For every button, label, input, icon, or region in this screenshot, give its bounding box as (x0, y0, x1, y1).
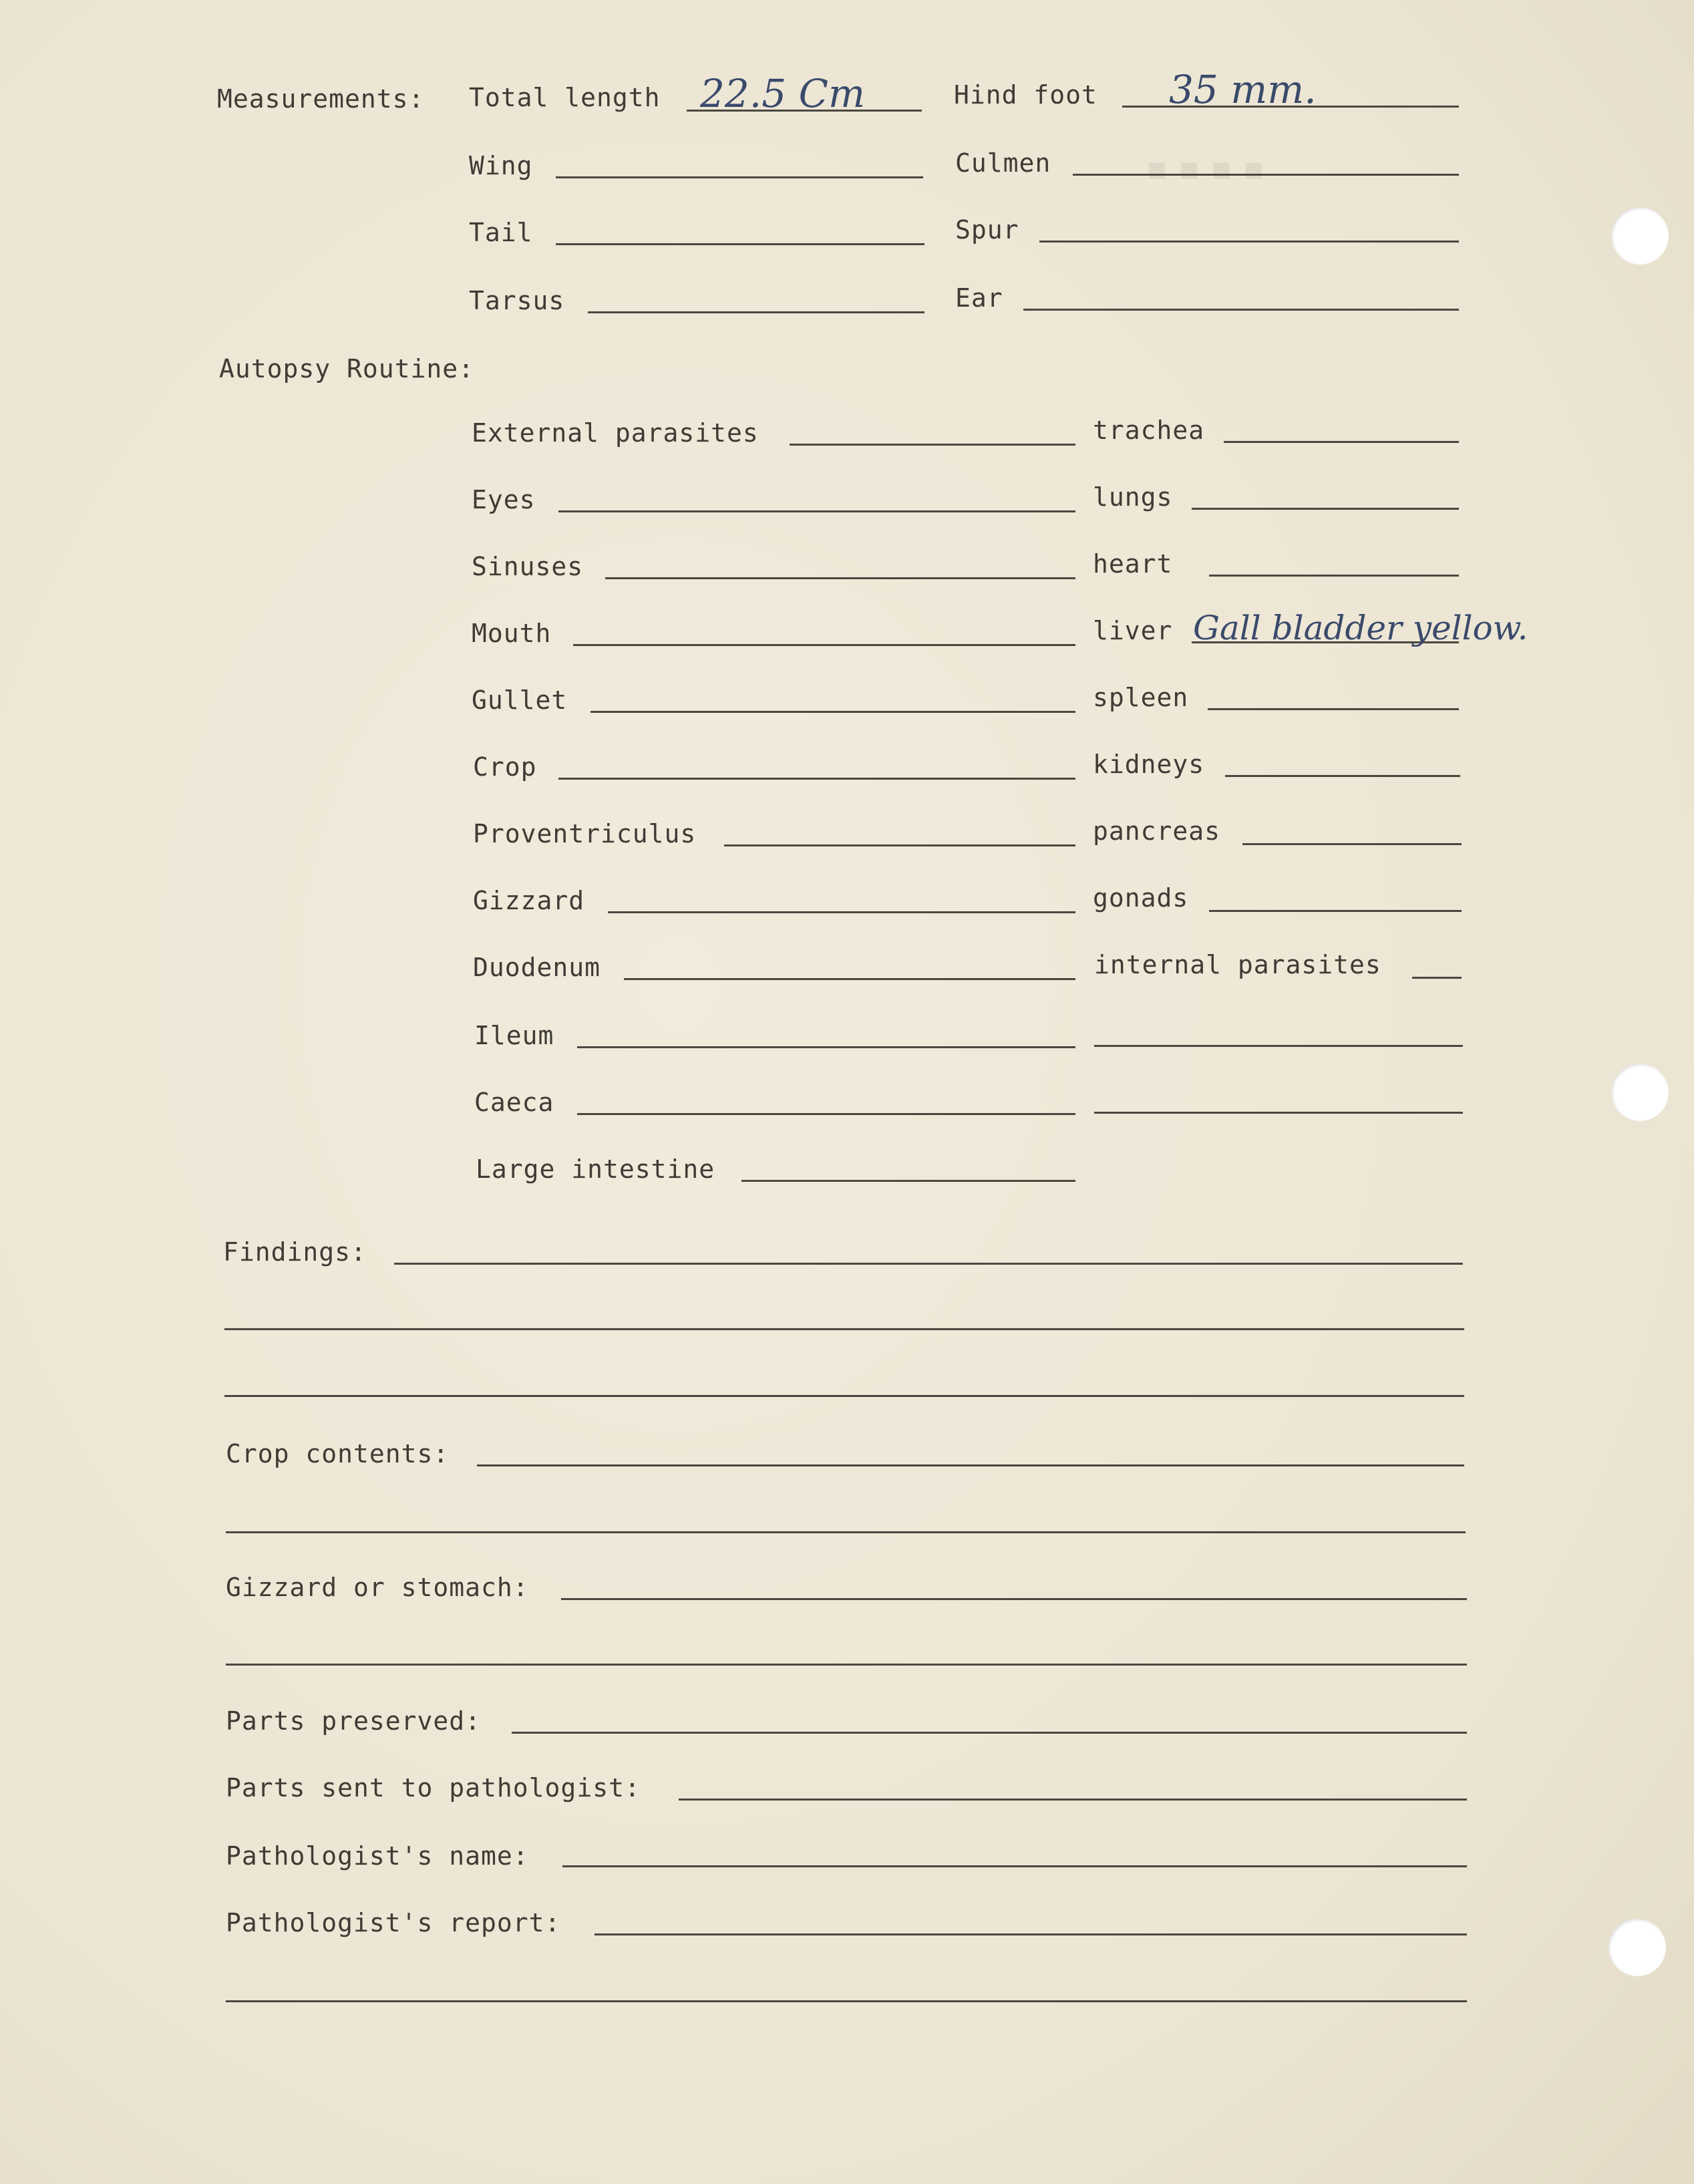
sinuses-label: Sinuses (472, 552, 584, 581)
external-parasites-label: External parasites (472, 418, 759, 448)
trachea-field[interactable] (1224, 441, 1459, 443)
gonads-label: gonads (1093, 883, 1189, 913)
crop-contents-label: Crop contents: (226, 1439, 450, 1468)
kidneys-field[interactable] (1225, 775, 1460, 777)
external-parasites-field[interactable] (790, 444, 1075, 446)
spleen-label: spleen (1093, 683, 1189, 712)
findings-field-3[interactable] (224, 1395, 1464, 1397)
ear-label: Ear (955, 283, 1003, 313)
tail-field[interactable] (556, 243, 924, 245)
total-length-label: Total length (469, 83, 661, 112)
sinuses-field[interactable] (605, 577, 1075, 579)
crop-field[interactable] (558, 778, 1075, 780)
eyes-label: Eyes (472, 485, 536, 514)
eyes-field[interactable] (558, 510, 1075, 512)
tarsus-label: Tarsus (469, 286, 565, 315)
trachea-label: trachea (1093, 416, 1205, 445)
crop-contents-field-1[interactable] (477, 1464, 1464, 1466)
pathologist-report-label: Pathologist's report: (226, 1908, 561, 1937)
wing-field[interactable] (556, 176, 923, 178)
gullet-label: Gullet (472, 685, 568, 715)
extra-right-field-1[interactable] (1094, 1045, 1463, 1047)
findings-field-1[interactable] (394, 1263, 1463, 1265)
large-intestine-label: Large intestine (476, 1154, 715, 1184)
proventriculus-label: Proventriculus (473, 819, 697, 848)
tarsus-field[interactable] (588, 311, 924, 313)
gonads-field[interactable] (1209, 910, 1462, 912)
liver-label: liver (1093, 616, 1173, 645)
pancreas-label: pancreas (1093, 816, 1221, 846)
pathologist-report-field-1[interactable] (595, 1933, 1467, 1935)
gizzard-or-stomach-label: Gizzard or stomach: (226, 1573, 529, 1602)
parts-preserved-label: Parts preserved: (226, 1706, 482, 1736)
findings-field-2[interactable] (224, 1328, 1464, 1330)
punch-hole-middle (1611, 1064, 1669, 1121)
tail-label: Tail (469, 218, 533, 247)
heart-label: heart (1093, 549, 1173, 579)
caeca-label: Caeca (474, 1088, 554, 1117)
mouth-field[interactable] (573, 644, 1075, 646)
autopsy-routine-label: Autopsy Routine: (219, 354, 475, 383)
culmen-label: Culmen (955, 148, 1051, 178)
spur-label: Spur (955, 215, 1019, 245)
ileum-label: Ileum (474, 1021, 554, 1050)
total-length-value: 22.5 Cm (700, 71, 865, 116)
measurements-label: Measurements: (217, 84, 425, 114)
gizzard-field[interactable] (608, 911, 1075, 913)
lungs-label: lungs (1093, 482, 1173, 512)
gizzard-or-stomach-field-2[interactable] (226, 1664, 1467, 1666)
crop-label: Crop (473, 752, 537, 782)
ileum-field[interactable] (577, 1046, 1075, 1048)
hind-foot-value: 35 mm. (1169, 67, 1317, 112)
pathologist-report-field-2[interactable] (226, 2000, 1467, 2002)
internal-parasites-label: internal parasites (1094, 950, 1381, 979)
parts-sent-field[interactable] (679, 1799, 1467, 1801)
caeca-field[interactable] (577, 1113, 1075, 1115)
duodenum-label: Duodenum (473, 953, 601, 982)
wing-label: Wing (469, 151, 533, 180)
gullet-field[interactable] (590, 711, 1075, 713)
spur-field[interactable] (1039, 241, 1459, 243)
large-intestine-field[interactable] (741, 1180, 1075, 1182)
pathologist-name-field[interactable] (562, 1865, 1467, 1867)
punch-hole-bottom (1608, 1919, 1666, 1976)
duodenum-field[interactable] (624, 978, 1075, 980)
pancreas-field[interactable] (1242, 843, 1462, 845)
culmen-field[interactable] (1073, 174, 1459, 176)
findings-label: Findings: (223, 1237, 367, 1267)
parts-preserved-field[interactable] (512, 1732, 1467, 1734)
spleen-field[interactable] (1208, 708, 1459, 710)
pathologist-name-label: Pathologist's name: (226, 1841, 529, 1871)
crop-contents-field-2[interactable] (226, 1531, 1466, 1533)
internal-parasites-field[interactable] (1412, 977, 1462, 979)
parts-sent-label: Parts sent to pathologist: (226, 1773, 641, 1803)
hind-foot-label: Hind foot (954, 80, 1097, 110)
punch-hole-top (1611, 207, 1669, 265)
liver-value: Gall bladder yellow. (1193, 609, 1528, 647)
gizzard-or-stomach-field-1[interactable] (561, 1598, 1467, 1600)
gizzard-label: Gizzard (473, 886, 585, 915)
mouth-label: Mouth (472, 619, 552, 648)
kidneys-label: kidneys (1093, 750, 1205, 779)
proventriculus-field[interactable] (724, 844, 1075, 846)
heart-field[interactable] (1209, 575, 1459, 577)
ear-field[interactable] (1023, 309, 1459, 311)
lungs-field[interactable] (1192, 508, 1459, 510)
extra-right-field-2[interactable] (1094, 1112, 1463, 1114)
bleed-through-text: ■ ■ ■ ■ (1149, 154, 1262, 184)
